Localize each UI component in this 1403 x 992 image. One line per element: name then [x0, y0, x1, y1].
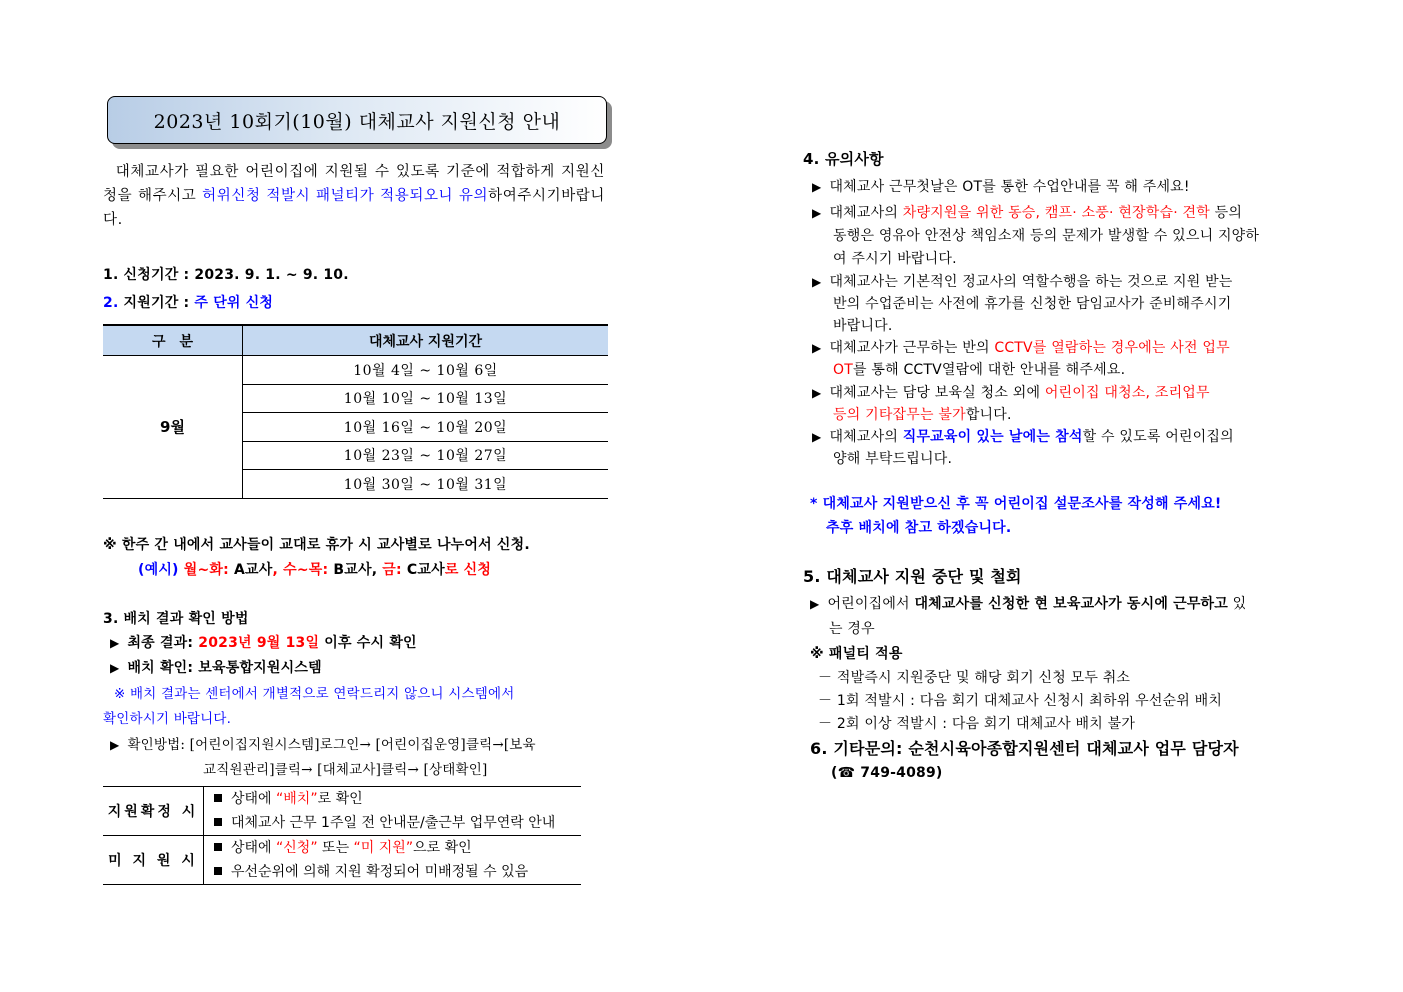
- triangle-bullet-icon: ▶: [812, 180, 822, 194]
- notice-line-1: ※ 배치 결과는 센터에서 개별적으로 연락드리지 않으니 시스템에서: [114, 686, 515, 702]
- example-teacher: C교사: [401, 562, 445, 578]
- status-text: 으로 확인: [413, 840, 472, 856]
- status-items: [204, 836, 582, 885]
- example-separator: ,: [272, 562, 279, 578]
- caution-highlight: OT: [833, 362, 853, 378]
- penalty-heading: ※ 패널티 적용: [810, 646, 903, 662]
- section-1-application-period: [103, 264, 349, 284]
- triangle-bullet-icon: ▶: [110, 636, 120, 650]
- status-row-not-supported: [103, 836, 581, 885]
- period-cell: 10월 23일 ~ 10월 27일: [243, 441, 609, 470]
- caution-text: 할 수 있도록 어린이집의: [1082, 429, 1234, 445]
- triangle-bullet-icon: ▶: [812, 386, 822, 400]
- intro-paragraph: [103, 160, 605, 232]
- penalty-item: － 적발즉시 지원중단 및 해당 회기 신청 모두 취소: [818, 670, 1131, 686]
- section-5-heading: 5. 대체교사 지원 중단 및 철회: [803, 567, 1022, 586]
- example-day: 수~목:: [278, 562, 329, 578]
- caution-text: 등의: [1209, 205, 1243, 221]
- caution-text: 대체교사는 담당 보육실 청소 외에: [829, 385, 1045, 401]
- square-bullet-icon: [214, 867, 222, 875]
- caution-item-2-line-3: 여 주시기 바랍니다.: [833, 251, 957, 267]
- caution-text: 대체교사의: [829, 205, 903, 221]
- status-label: 지원확정 시: [103, 787, 204, 836]
- withdrawal-condition-line-2: 는 경우: [829, 621, 875, 637]
- check-method-text: 확인방법: [어린이집지원시스템]로그인→ [어린이집운영]클릭→[보육: [127, 737, 536, 753]
- square-bullet-icon: [214, 843, 222, 851]
- schedule-table: [103, 324, 608, 499]
- example-teacher: B교사: [328, 562, 372, 578]
- final-result-date: 2023년 9월 13일: [198, 635, 320, 651]
- status-keyword: “신청”: [276, 840, 318, 856]
- caution-item-5-line-2: [833, 404, 1012, 424]
- example-label: (예시): [138, 562, 179, 578]
- caution-item-2-line-2: 동행은 영유아 안전상 책임소재 등의 문제가 발생할 수 있으니 지양하: [833, 228, 1260, 244]
- status-items: [204, 787, 582, 836]
- status-text: 우선순위에 의해 지원 확정되어 미배정될 수 있음: [231, 864, 529, 880]
- period-cell: 10월 30일 ~ 10월 31일: [243, 470, 609, 499]
- caution-item-3: [812, 271, 1233, 291]
- section-2-label: 지원기간 :: [118, 295, 195, 311]
- caution-item-6-line-2: 양해 부탁드립니다.: [833, 451, 953, 467]
- caution-item-3-line-2: 반의 수업준비는 사전에 휴가를 신청한 담임교사가 준비해주시기: [833, 296, 1232, 312]
- placement-confirm-text: 배치 확인: 보육통합지원시스템: [127, 660, 322, 676]
- schedule-table-header: [103, 325, 608, 356]
- caution-item-5: [812, 382, 1210, 402]
- section-3-heading: 3. 배치 결과 확인 방법: [103, 611, 249, 627]
- caution-item-3-line-3: 바랍니다.: [833, 318, 893, 334]
- status-keyword: “배치”: [276, 791, 318, 807]
- header-period: 대체교사 지원기간: [243, 325, 609, 356]
- survey-request-line-1: * 대체교사 지원받으신 후 꼭 어린이집 설문조사를 작성해 주세요!: [810, 496, 1222, 512]
- caution-text: 합니다.: [965, 407, 1012, 423]
- caution-item-1: [812, 176, 1190, 196]
- withdrawal-condition: [810, 593, 1246, 613]
- status-keyword: “미 지원”: [353, 840, 414, 856]
- example-day: 월~화:: [183, 562, 229, 578]
- caution-item-4-line-2: [833, 359, 1125, 379]
- example-day: 금:: [382, 562, 402, 578]
- survey-request-line-2: 추후 배치에 참고 하겠습니다.: [826, 520, 1012, 536]
- section-1-label: 1. 신청기간 :: [103, 267, 195, 283]
- section-2-number: 2.: [103, 295, 119, 311]
- triangle-bullet-icon: ▶: [812, 206, 822, 220]
- section-1-value: 2023. 9. 1. ~ 9. 10.: [194, 267, 349, 283]
- status-label: 미 지 원 시: [103, 836, 204, 885]
- triangle-bullet-icon: ▶: [812, 275, 822, 289]
- header-category: 구 분: [103, 325, 243, 356]
- caution-highlight: 어린이집 대청소, 조리업무: [1044, 385, 1210, 401]
- section-6-contact: 6. 기타문의: 순천시육아종합지원센터 대체교사 업무 담당자: [810, 739, 1239, 758]
- square-bullet-icon: [214, 794, 222, 802]
- triangle-bullet-icon: ▶: [110, 738, 120, 752]
- document-title: 2023년 10회기(10월) 대체교사 지원신청 안내: [107, 96, 607, 144]
- triangle-bullet-icon: ▶: [812, 430, 822, 444]
- split-example: [138, 559, 491, 579]
- caution-highlight: 차량지원을 위한 동승, 캠프· 소풍· 현장학습· 견학: [902, 205, 1210, 221]
- example-teacher: A교사: [228, 562, 273, 578]
- notice-line-2: 확인하시기 바랍니다.: [103, 711, 232, 727]
- intro-text-end: 하여주시기바랍니다.: [103, 188, 606, 228]
- caution-item-4: [812, 337, 1230, 357]
- status-item: [214, 811, 581, 835]
- final-result-label: 최종 결과:: [127, 635, 199, 651]
- withdrawal-highlight: 대체교사를 신청한 현 보육교사가 동시에 근무하고: [914, 596, 1229, 612]
- withdrawal-text: 있: [1228, 596, 1247, 612]
- status-text: 또는: [317, 840, 354, 856]
- status-item: [214, 836, 581, 860]
- status-text: 로 확인: [317, 791, 363, 807]
- caution-text: 대체교사가 근무하는 반의: [829, 340, 995, 356]
- section-4-heading: 4. 유의사항: [803, 150, 884, 168]
- status-text: 상태에: [231, 840, 277, 856]
- penalty-item: － 1회 적발시 : 다음 회기 대체교사 신청시 최하위 우선순위 배치: [818, 693, 1223, 709]
- withdrawal-text: 어린이집에서: [827, 596, 915, 612]
- final-result-suffix: 이후 수시 확인: [319, 635, 417, 651]
- period-cell: 10월 10일 ~ 10월 13일: [243, 384, 609, 413]
- check-method-line-2: 교직원관리]클릭→ [대체교사]클릭→ [상태확인]: [203, 762, 488, 778]
- status-text: 대체교사 근무 1주일 전 안내문/출근부 업무연락 안내: [231, 815, 556, 831]
- placement-confirm-line: [110, 657, 322, 677]
- status-item: [214, 860, 581, 884]
- caution-text: 대체교사 근무첫날은 OT를 통한 수업안내를 꼭 해 주세요!: [829, 179, 1190, 195]
- status-text: 상태에: [231, 791, 277, 807]
- split-application-note: ※ 한주 간 내에서 교사들이 교대로 휴가 시 교사별로 나누어서 신청.: [103, 537, 530, 553]
- intro-warning: 허위신청 적발시 패널티가 적용되오니 유의: [202, 188, 489, 204]
- status-table: [103, 786, 581, 885]
- penalty-item: － 2회 이상 적발시 : 다음 회기 대체교사 배치 불가: [818, 716, 1136, 732]
- triangle-bullet-icon: ▶: [110, 661, 120, 675]
- example-suffix: 로 신청: [444, 562, 492, 578]
- triangle-bullet-icon: ▶: [812, 341, 822, 355]
- month-cell: 9월: [103, 356, 243, 499]
- caution-highlight: 직무교육이 있는 날에는 참석: [902, 429, 1083, 445]
- caution-item-6: [812, 426, 1234, 446]
- section-2-support-period: [103, 292, 273, 312]
- period-cell: 10월 4일 ~ 10월 6일: [243, 356, 609, 385]
- section-2-value: 주 단위 신청: [194, 295, 274, 311]
- triangle-bullet-icon: ▶: [810, 597, 820, 611]
- square-bullet-icon: [214, 818, 222, 826]
- caution-text: 를 통해 CCTV열람에 대한 안내를 해주세요.: [852, 362, 1126, 378]
- status-row-confirmed: [103, 787, 581, 836]
- caution-item-2: [812, 202, 1242, 222]
- status-item: [214, 787, 581, 811]
- caution-highlight: CCTV를 열람하는 경우에는 사전 업무: [994, 340, 1230, 356]
- caution-highlight: 등의 기타잡무는 불가: [833, 407, 966, 423]
- example-separator: ,: [371, 562, 383, 578]
- caution-text: 대체교사는 기본적인 정교사의 역할수행을 하는 것으로 지원 받는: [829, 274, 1233, 290]
- table-row: [103, 356, 608, 385]
- intro-text: 대체교사가 필요한 어린이집에 지원될 수 있도록 기준에 적합하게 지원신청을 해주시고: [103, 164, 605, 204]
- contact-phone: (☎ 749-4089): [831, 765, 943, 781]
- check-method-line-1: [110, 733, 536, 753]
- caution-text: 대체교사의: [829, 429, 903, 445]
- final-result-line: [110, 632, 417, 652]
- period-cell: 10월 16일 ~ 10월 20일: [243, 413, 609, 442]
